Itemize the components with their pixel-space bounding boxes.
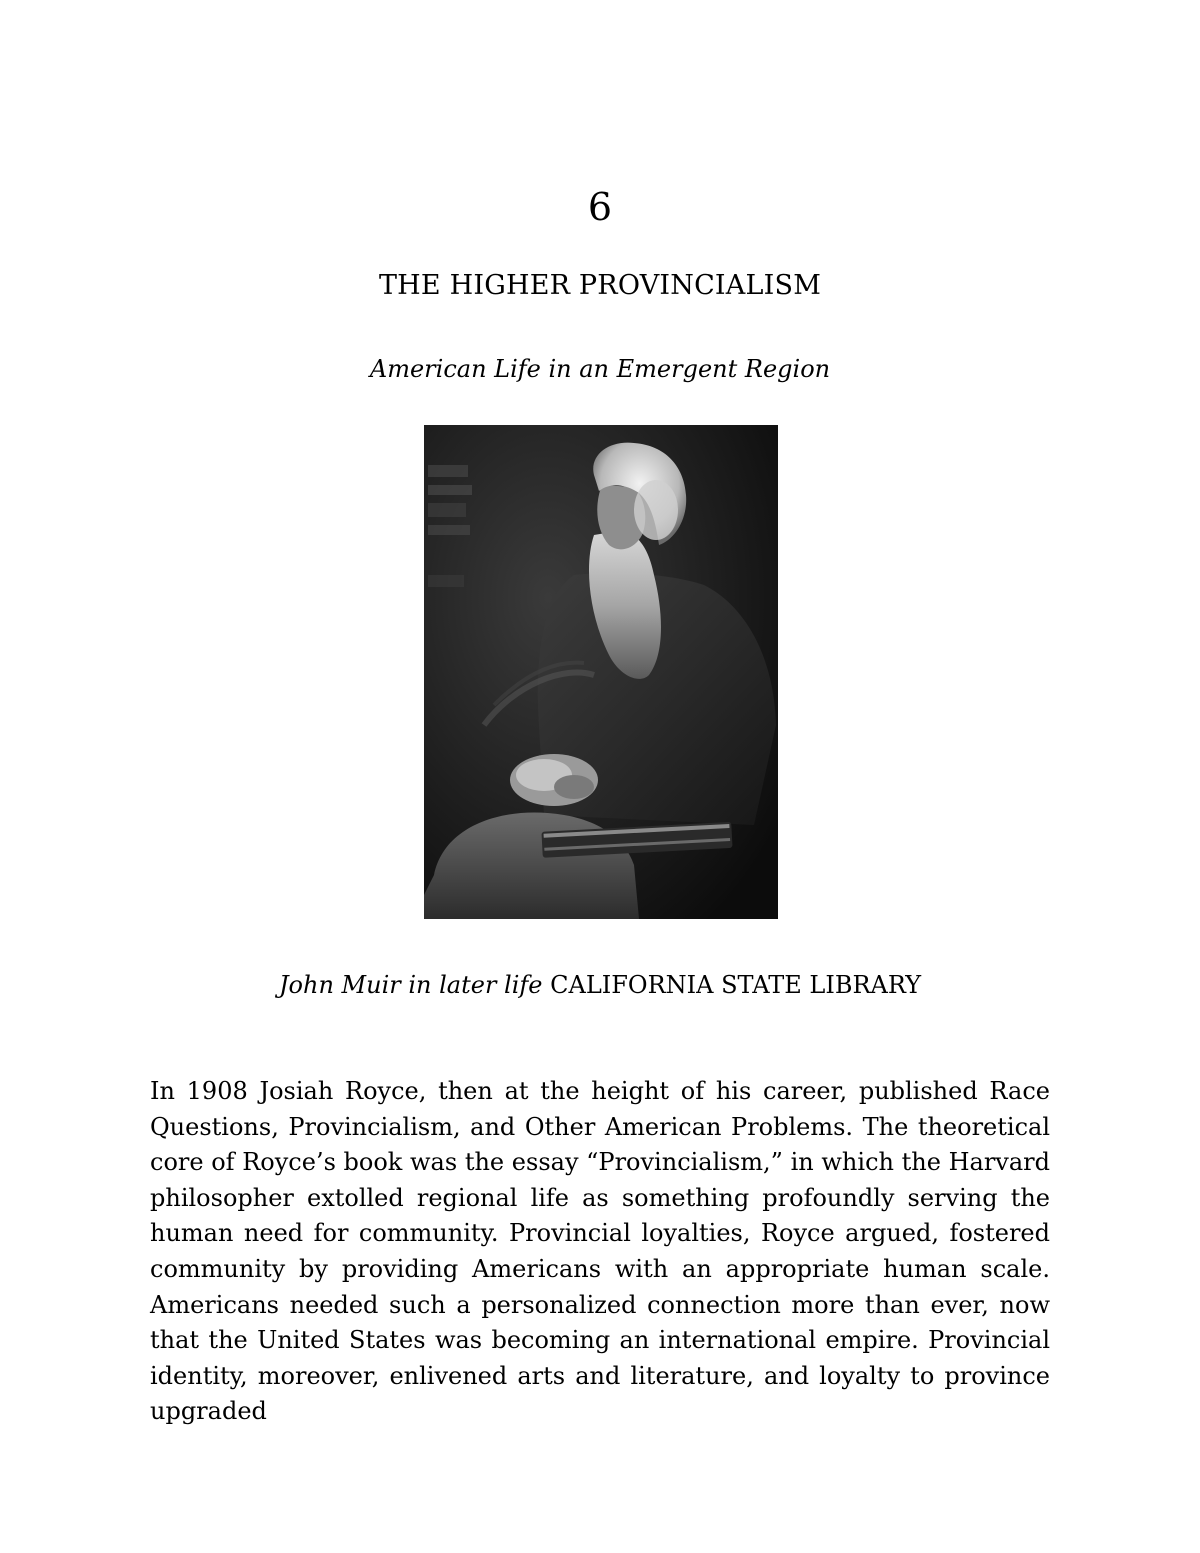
body-paragraph: In 1908 Josiah Royce, then at the height of his career, published Race Questions, Provincialism, and Other American Problems. The theoretical core of Royce’s book was the essay “Provincialism,” in which the Harvard philosopher extolled regional life as something profoundly serving the human need for community. Provincial loyalties, Royce argued, fostered community by providing Americans with an appropriate human scale. Americans needed such a personalized connection more than ever, now that the United States was becoming an international empire. Provincial identity, moreover, enlivened arts and literature, and loyalty to province upgraded <box>150 1077 1050 1426</box>
portrait-photo <box>424 425 778 919</box>
caption-credit: CALIFORNIA STATE LIBRARY <box>550 971 922 999</box>
chapter-subtitle: American Life in an Emergent Region <box>369 355 831 383</box>
figure-caption <box>0 967 1200 1003</box>
caption-title: John Muir in later life <box>278 971 543 999</box>
chapter-number: 6 <box>587 185 613 229</box>
chapter-title: THE HIGHER PROVINCIALISM <box>378 270 822 301</box>
